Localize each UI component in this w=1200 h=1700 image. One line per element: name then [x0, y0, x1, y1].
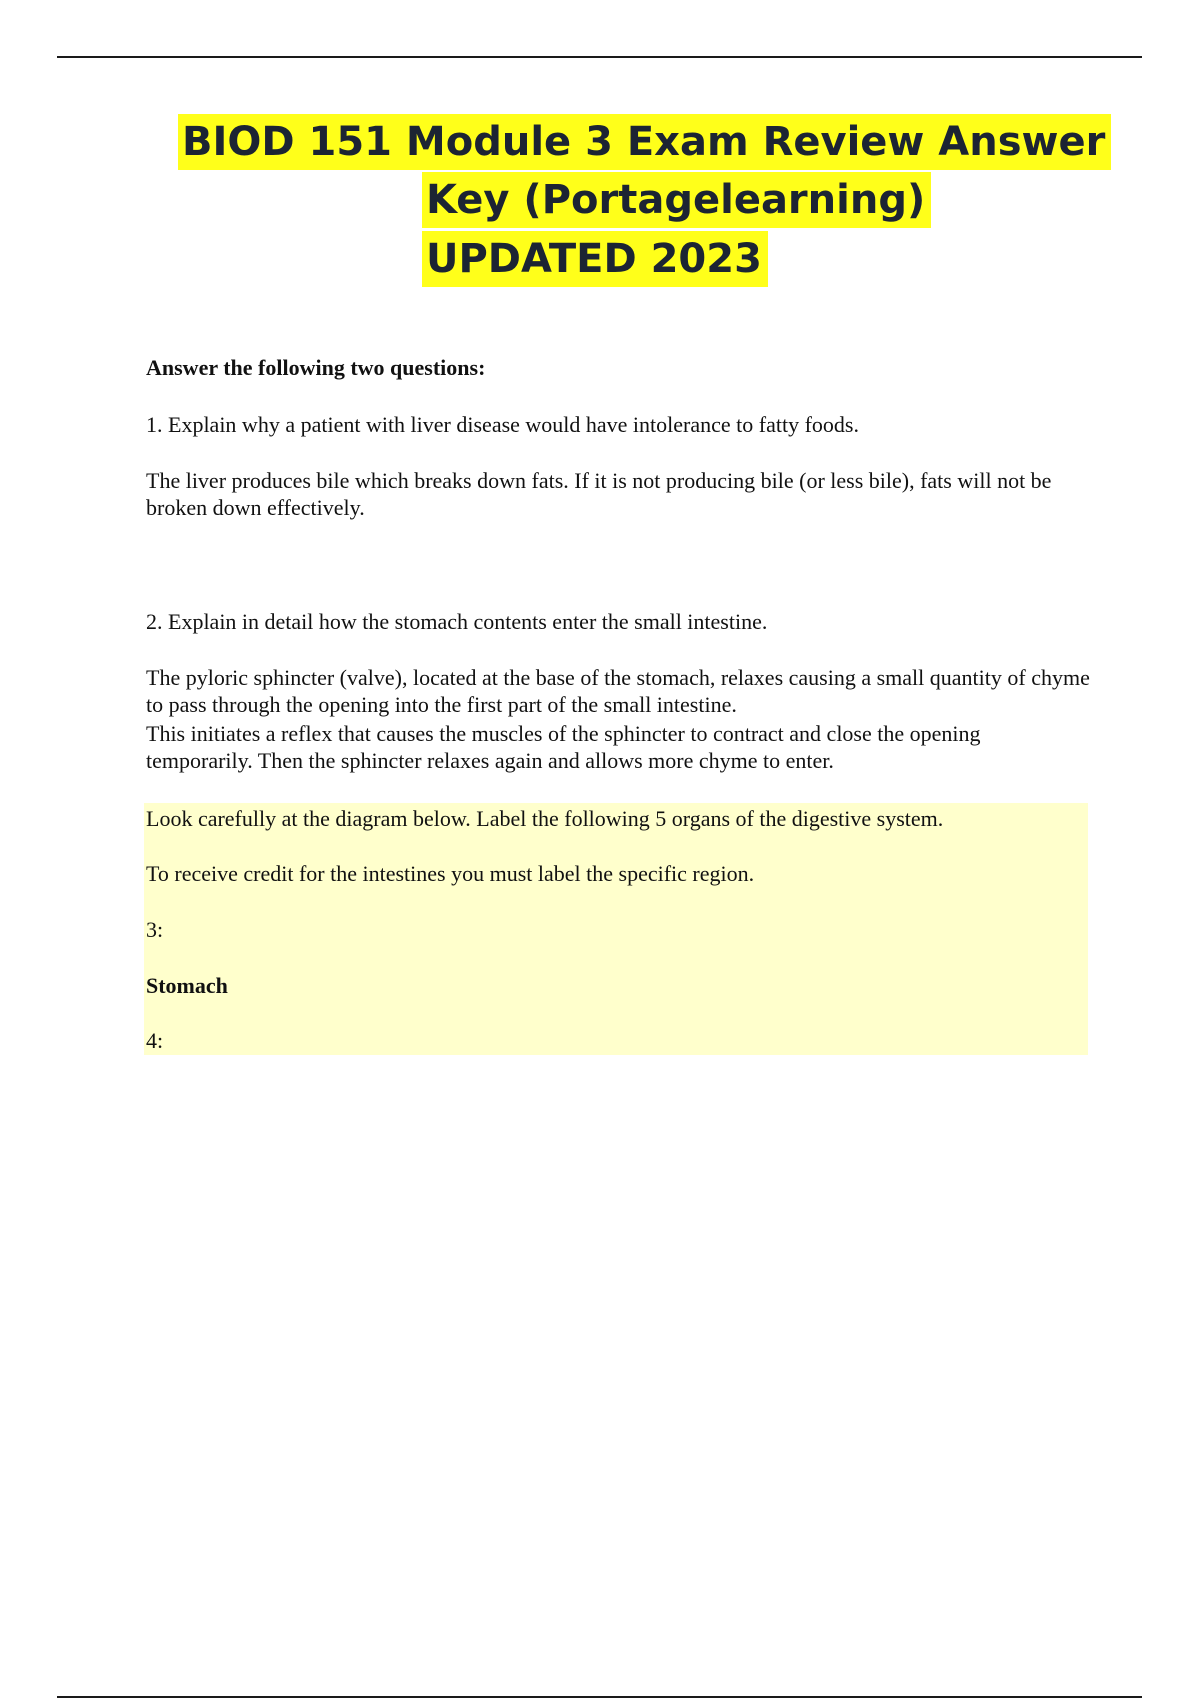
title-line-3: UPDATED 2023 [422, 231, 768, 287]
item-3-answer: Stomach [146, 973, 228, 998]
instruction-heading: Answer the following two questions: [146, 355, 486, 380]
item-4-label: 4: [146, 1028, 164, 1053]
answer-2-part-2: This initiates a reflex that causes the muscles of the sphincter to contract and close the opening temporarily. Then the sphincter relaxes again and allows more chyme to enter. [146, 721, 981, 773]
item-3-label: 3: [146, 917, 164, 942]
answer-1: The liver produces bile which breaks down fats. If it is not producing bile (or less bile), fats will not be broken down effectively. [146, 468, 1052, 520]
question-2: 2. Explain in detail how the stomach contents enter the small intestine. [146, 609, 768, 634]
top-rule [57, 56, 1142, 58]
answer-2-part-1: The pyloric sphincter (valve), located at the base of the stomach, relaxes causing a small quantity of chyme to pass through the opening into the first part of the small intestine. [146, 665, 1090, 717]
title-line-1: BIOD 151 Module 3 Exam Review Answer [178, 114, 1111, 170]
question-1: 1. Explain why a patient with liver disease would have intolerance to fatty foods. [146, 412, 859, 437]
credit-note: To receive credit for the intestines you must label the specific region. [146, 861, 755, 886]
bottom-rule [57, 1696, 1142, 1698]
title-line-2: Key (Portagelearning) [422, 172, 931, 228]
diagram-instruction: Look carefully at the diagram below. Label the following 5 organs of the digestive system. [146, 806, 944, 831]
